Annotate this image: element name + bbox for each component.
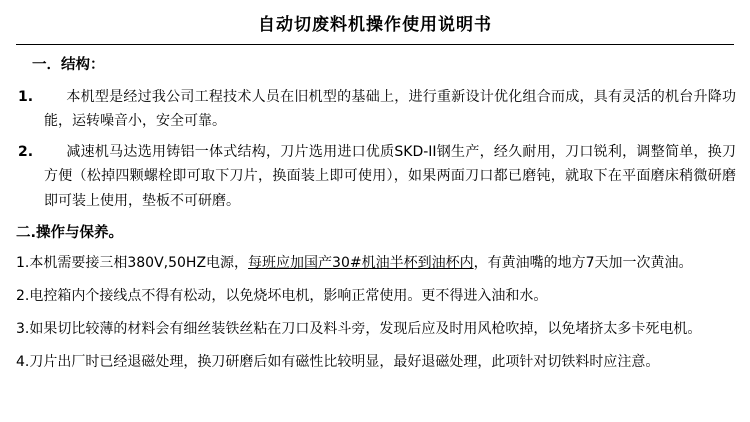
paragraph-prefix: 3.如果切比较薄的材料会有细丝装铁丝粘在刀口及料斗旁，发现后应及时用风枪吹掉，以免堵挤太多卡死电机。 (16, 320, 702, 337)
section-heading-operation: 二.操作与保养。 (16, 225, 124, 242)
list-item-marker: 1. (18, 88, 34, 105)
paragraph (16, 317, 736, 341)
paragraph (16, 350, 736, 374)
title-divider (16, 44, 734, 45)
section-heading-structure: 一．结构： (32, 56, 105, 73)
paragraph (16, 284, 736, 308)
list-item (14, 85, 736, 134)
list-item (14, 140, 736, 214)
document-page (0, 14, 750, 422)
paragraph-underlined: 每班应加国产30#机油半杯到油杯内 (248, 254, 474, 271)
list-item-marker: 2. (18, 143, 34, 160)
list-item-text: 减速机马达选用铸铝一体式结构，刀片选用进口优质SKD-II钢生产，经久耐用，刀口锐利，调整简单，换刀方便（松掉四颗螺栓即可取下刀片，换面装上即可使用），如果两面刀口都已磨钝，就取下在平面磨床稍微研磨即可装上使用，垫板不可研磨。 (44, 143, 736, 209)
paragraph-prefix: 4.刀片出厂时已经退磁处理，换刀研磨后如有磁性比较明显，最好退磁处理，此项针对切铁料时应注意。 (16, 354, 660, 371)
paragraph-prefix: 2.电控箱内个接线点不得有松动，以免烧坏电机，影响正常使用。更不得进入油和水。 (16, 287, 548, 304)
structure-list (14, 85, 736, 214)
list-item-text: 本机型是经过我公司工程技术人员在旧机型的基础上，进行重新设计优化组合而成，具有灵活的机台升降功能，运转噪音小，安全可靠。 (44, 88, 736, 130)
paragraph-prefix: 1.本机需要接三相380V,50HZ电源， (16, 254, 249, 271)
paragraph (16, 251, 736, 275)
paragraph-suffix: ，有黄油嘴的地方7天加一次黄油。 (473, 254, 693, 271)
page-title: 自动切废料机操作使用说明书 (258, 15, 492, 35)
